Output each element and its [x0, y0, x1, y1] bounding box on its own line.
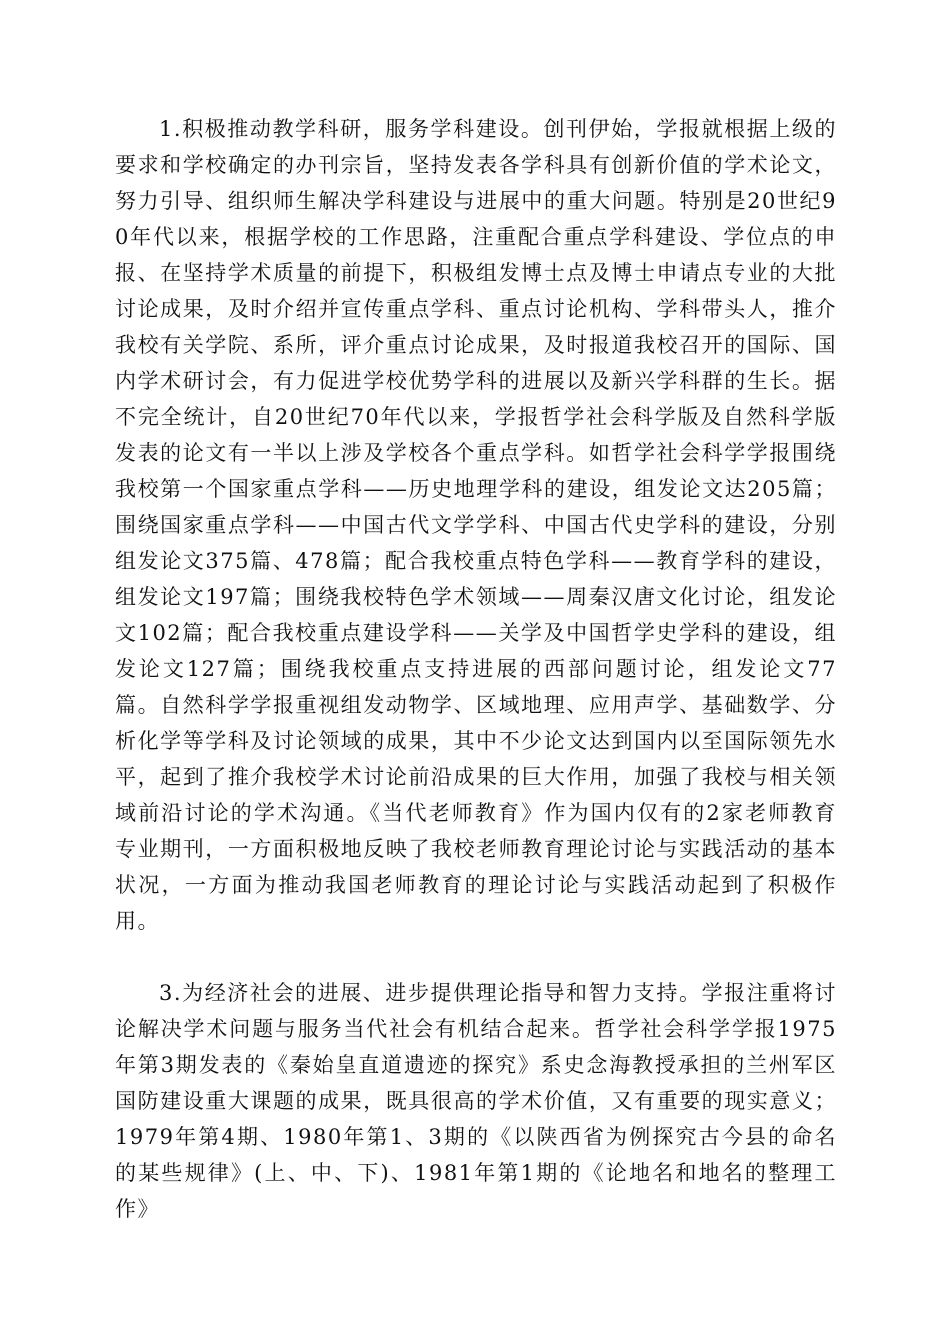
paragraph-1: 1.积极推动教学科研，服务学科建设。创刊伊始，学报就根据上级的要求和学校确定的办刊宗旨，坚持发表各学科具有创新价值的学术论文，努力引导、组织师生解决学科建设与进展中的重大问题。特别是20世纪90年代以来，根据学校的工作思路，注重配合重点学科建设、学位点的申报、在坚持学术质量的前提下，积极组发博士点及博士申请点专业的大批讨论成果，及时介绍并宣传重点学科、重点讨论机构、学科带头人，推介我校有关学院、系所，评介重点讨论成果，及时报道我校召开的国际、国内学术研讨会，有力促进学校优势学科的进展以及新兴学科群的生长。据不完全统计，自20世纪70年代以来，学报哲学社会科学版及自然科学版发表的论文有一半以上涉及学校各个重点学科。如哲学社会科学学报围绕我校第一个国家重点学科——历史地理学科的建设，组发论文达205篇；围绕国家重点学科——中国古代文学学科、中国古代史学科的建设，分别组发论文375篇、478篇；配合我校重点特色学科——教育学科的建设，组发论文197篇；围绕我校特色学术领域——周秦汉唐文化讨论，组发论文102篇；配合我校重点建设学科——关学及中国哲学史学科的建设，组发论文127篇；围绕我校重点支持进展的西部问题讨论，组发论文77篇。自然科学学报重视组发动物学、区域地理、应用声学、基础数学、分析化学等学科及讨论领域的成果，其中不少论文达到国内以至国际领先水平，起到了推介我校学术讨论前沿成果的巨大作用，加强了我校与相关领域前沿讨论的学术沟通。《当代老师教育》作为国内仅有的2家老师教育专业期刊，一方面积极地反映了我校老师教育理论讨论与实践活动的基本状况，一方面为推动我国老师教育的理论讨论与实践活动起到了积极作用。 — [115, 117, 837, 933]
paragraph-2: 3.为经济社会的进展、进步提供理论指导和智力支持。学报注重将讨论解决学术问题与服务当代社会有机结合起来。哲学社会科学学报1975年第3期发表的《秦始皇直道遗迹的探究》系史念海教授承担的兰州军区国防建设重大课题的成果，既具很高的学术价值，又有重要的现实意义；1979年第4期、1980年第1、3期的《以陕西省为例探究古今县的命名的某些规律》(上、中、下)、1981年第1期的《论地名和地名的整理工作》 — [115, 981, 837, 1221]
document-body — [115, 111, 837, 1227]
